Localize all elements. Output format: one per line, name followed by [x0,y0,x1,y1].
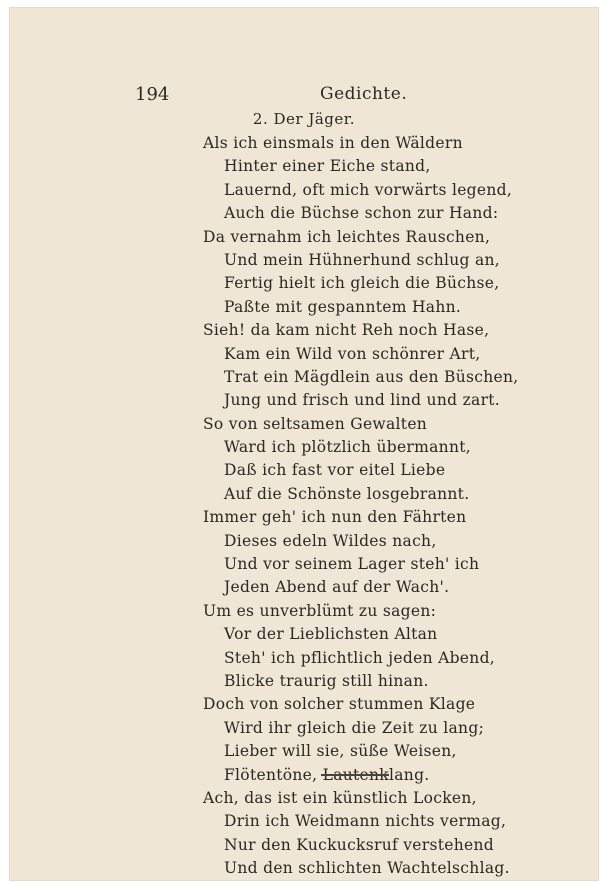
poem-line: Und mein Hühnerhund schlug an, [224,250,501,269]
poem-body [203,132,603,881]
poem-line: Doch von solcher stummen Klage [203,695,476,714]
poem-line: Auf die Schönste losgebrannt. [224,484,470,503]
poem-line: Steh' ich pflichtlich jeden Abend, [224,648,496,667]
poem-line: So von seltsamen Gewalten [203,414,428,433]
poem-line: Dieses edeln Wildes nach, [224,531,437,550]
poem-line: Daß ich fast vor eitel Liebe [224,461,446,480]
poem-line: Lieber will sie, süße Weisen, [224,742,457,761]
poem-title: 2. Der Jäger. [252,110,356,128]
poem-line: Blicke traurig still hinan. [224,671,429,690]
poem-line: Flötentöne, Lautenklang. [224,765,430,784]
poem-line: Paßte mit gespanntem Hahn. [224,297,462,316]
poem-line: Als ich einsmals in den Wäldern [203,134,463,152]
poem-line: Lauernd, oft mich vorwärts legend, [224,180,513,199]
poem-line: Auch die Büchse schon zur Hand: [224,204,499,223]
poem-line: Vor der Lieblichsten Altan [224,625,438,644]
poem-line: Da vernahm ich leichtes Rauschen, [203,227,491,246]
running-head: Gedichte. [320,84,408,104]
poem-line: Wird ihr gleich die Zeit zu lang; [224,718,485,737]
poem-line: Drin ich Weidmann nichts vermag, [224,812,507,831]
page-header [10,70,598,105]
poem-line: Immer geh' ich nun den Fährten [203,508,467,527]
poem-line: Fertig hielt ich gleich die Büchse, [224,274,500,293]
page-number: 194 [135,84,170,105]
poem-line: Trat ein Mägdlein aus den Büschen, [224,367,519,386]
end-rule-divider [321,774,389,776]
poem-line: Ward ich plötzlich übermannt, [224,438,471,457]
poem-line: Und vor seinem Lager steh' ich [224,555,480,574]
poem-line: Nur den Kuckucksruf verstehend [224,835,495,854]
poem-line: Ach, das ist ein künstlich Locken, [203,788,477,807]
poem-line: Um es unverblümt zu sagen: [203,601,437,620]
poem-line: Hinter einer Eiche stand, [224,157,431,176]
poem-line: Kam ein Wild von schönrer Art, [224,344,481,363]
poem-line: Und den schlichten Wachtelschlag. [224,859,510,878]
poem-line: Jeden Abend auf der Wach'. [224,578,450,597]
book-page [10,8,598,880]
poem-line: Jung und frisch und lind und zart. [224,391,501,410]
poem-line: Sieh! da kam nicht Reh noch Hase, [203,321,490,340]
